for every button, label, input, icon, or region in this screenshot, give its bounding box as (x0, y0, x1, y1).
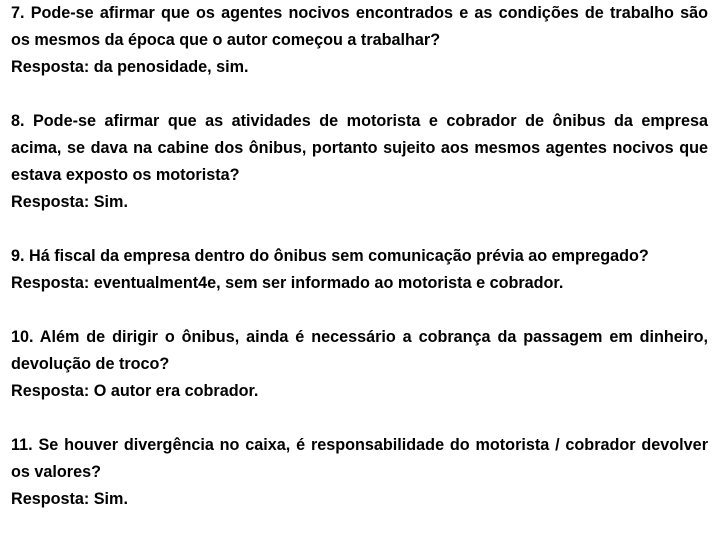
qa-item-9 (11, 243, 708, 297)
answer-7: Resposta: da penosidade, sim. (11, 58, 249, 76)
qa-item-8 (11, 108, 708, 216)
qa-item-10 (11, 324, 708, 405)
question-8: 8. Pode-se afirmar que as atividades de motorista e cobrador de ônibus da empresa acima, se dava na cabine dos ônibus, portanto sujeito aos mesmos agentes nocivos que estava exposto os motorista? (11, 112, 708, 184)
qa-item-11 (11, 432, 708, 513)
answer-8: Resposta: Sim. (11, 193, 128, 211)
answer-11: Resposta: Sim. (11, 490, 128, 508)
document-body (11, 0, 708, 540)
answer-10: Resposta: O autor era cobrador. (11, 382, 259, 400)
answer-9: Resposta: eventualment4e, sem ser informado ao motorista e cobrador. (11, 274, 564, 292)
question-7: 7. Pode-se afirmar que os agentes nocivos encontrados e as condições de trabalho são os mesmos da época que o autor começou a trabalhar? (11, 4, 708, 49)
qa-item-7 (11, 0, 708, 81)
question-10: 10. Além de dirigir o ônibus, ainda é necessário a cobrança da passagem em dinheiro, devolução de troco? (11, 328, 708, 373)
question-9: 9. Há fiscal da empresa dentro do ônibus sem comunicação prévia ao empregado? (11, 247, 649, 265)
question-11: 11. Se houver divergência no caixa, é responsabilidade do motorista / cobrador devolver os valores? (11, 436, 708, 481)
